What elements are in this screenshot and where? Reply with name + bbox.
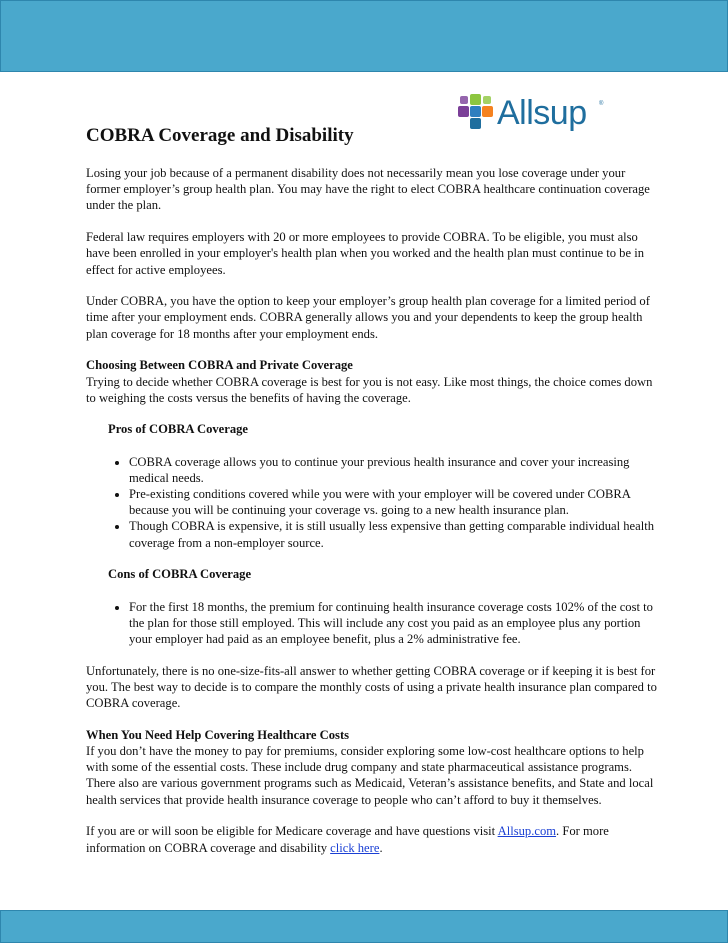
choosing-section [86,357,658,406]
click-here-link[interactable]: click here [330,840,380,855]
document-title: COBRA Coverage and Disability [86,125,354,146]
choosing-text: Trying to decide whether COBRA coverage is best for you is not easy. Like most things, the choice comes down to weighing the costs versus the benefits of having the coverage. [86,374,653,405]
intro-paragraph-2: Federal law requires employers with 20 or more employees to provide COBRA. To be eligible, you must also have been enrolled in your employer's health plan when you worked and the health plan must continue to be in effect for active employees. [86,230,644,277]
allsup-link[interactable]: Allsup.com [497,824,557,839]
document-body [86,124,658,871]
pros-item-3: • Though COBRA is expensive, it is still usually less expensive than getting comparable individual health coverage from a non-employer source. [129,518,658,550]
help-heading: When You Need Help Covering Healthcare Costs [86,727,350,742]
cons-list [86,599,658,648]
cons-heading: Cons of COBRA Coverage [108,567,252,582]
pros-item-1: • COBRA coverage allows you to continue your previous health insurance and cover your increasing medical needs. [129,454,658,486]
closing-paragraph [86,823,658,855]
closing-text-3: . [379,840,383,855]
registered-mark: ® [599,101,604,107]
pros-heading: Pros of COBRA Coverage [108,422,249,437]
intro-paragraph-1: Losing your job because of a permanent disability does not necessarily mean you lose coverage under your former employer’s group health plan. You may have the right to elect COBRA healthcare continuation coverage under the plan. [86,166,650,213]
footer-band [0,910,728,943]
help-section [86,727,658,808]
header-band [0,0,728,72]
closing-text-1: If you are or will soon be eligible for Medicare coverage and have questions visit [86,824,498,839]
help-text: If you don’t have the money to pay for premiums, consider exploring some low-cost healthcare options to help with some of the essential costs. These include drug company and state pharmaceutical assistance programs. There also are various government programs such as Medicaid, Veteran’s assistance benefits, and State and local health services that provide health insurance coverage to people who can’t afford to buy it themselves. [86,743,654,807]
unfortunately-paragraph: Unfortunately, there is no one-size-fits-all answer to whether getting COBRA coverage or if keeping it is best for you. The best way to decide is to compare the monthly costs of using a private health insurance plan compared to COBRA coverage. [86,663,657,711]
pros-item-2: • Pre-existing conditions covered while you were with your employer will be covered under COBRA because you will be continuing your coverage vs. going to a new health insurance plan. [129,486,658,518]
intro-paragraph-3: Under COBRA, you have the option to keep your employer’s group health plan coverage for a limited period of time after your employment ends. COBRA generally allows you and your dependents to keep the group health plan coverage for 18 months after your employment ends. [86,294,650,341]
logo-wordmark: Allsup [497,94,587,132]
choosing-heading: Choosing Between COBRA and Private Coverage [86,358,353,373]
closing-text-2: . For more information on COBRA coverage and disability [86,824,609,855]
cons-item-1: • For the first 18 months, the premium for continuing health insurance coverage costs 102% of the cost to the plan for those still employed. This will include any cost you paid as an employee plus any portion your employer had paid as an employee benefit, plus a 2% administrative fee. [129,599,658,648]
pros-list [86,454,658,551]
